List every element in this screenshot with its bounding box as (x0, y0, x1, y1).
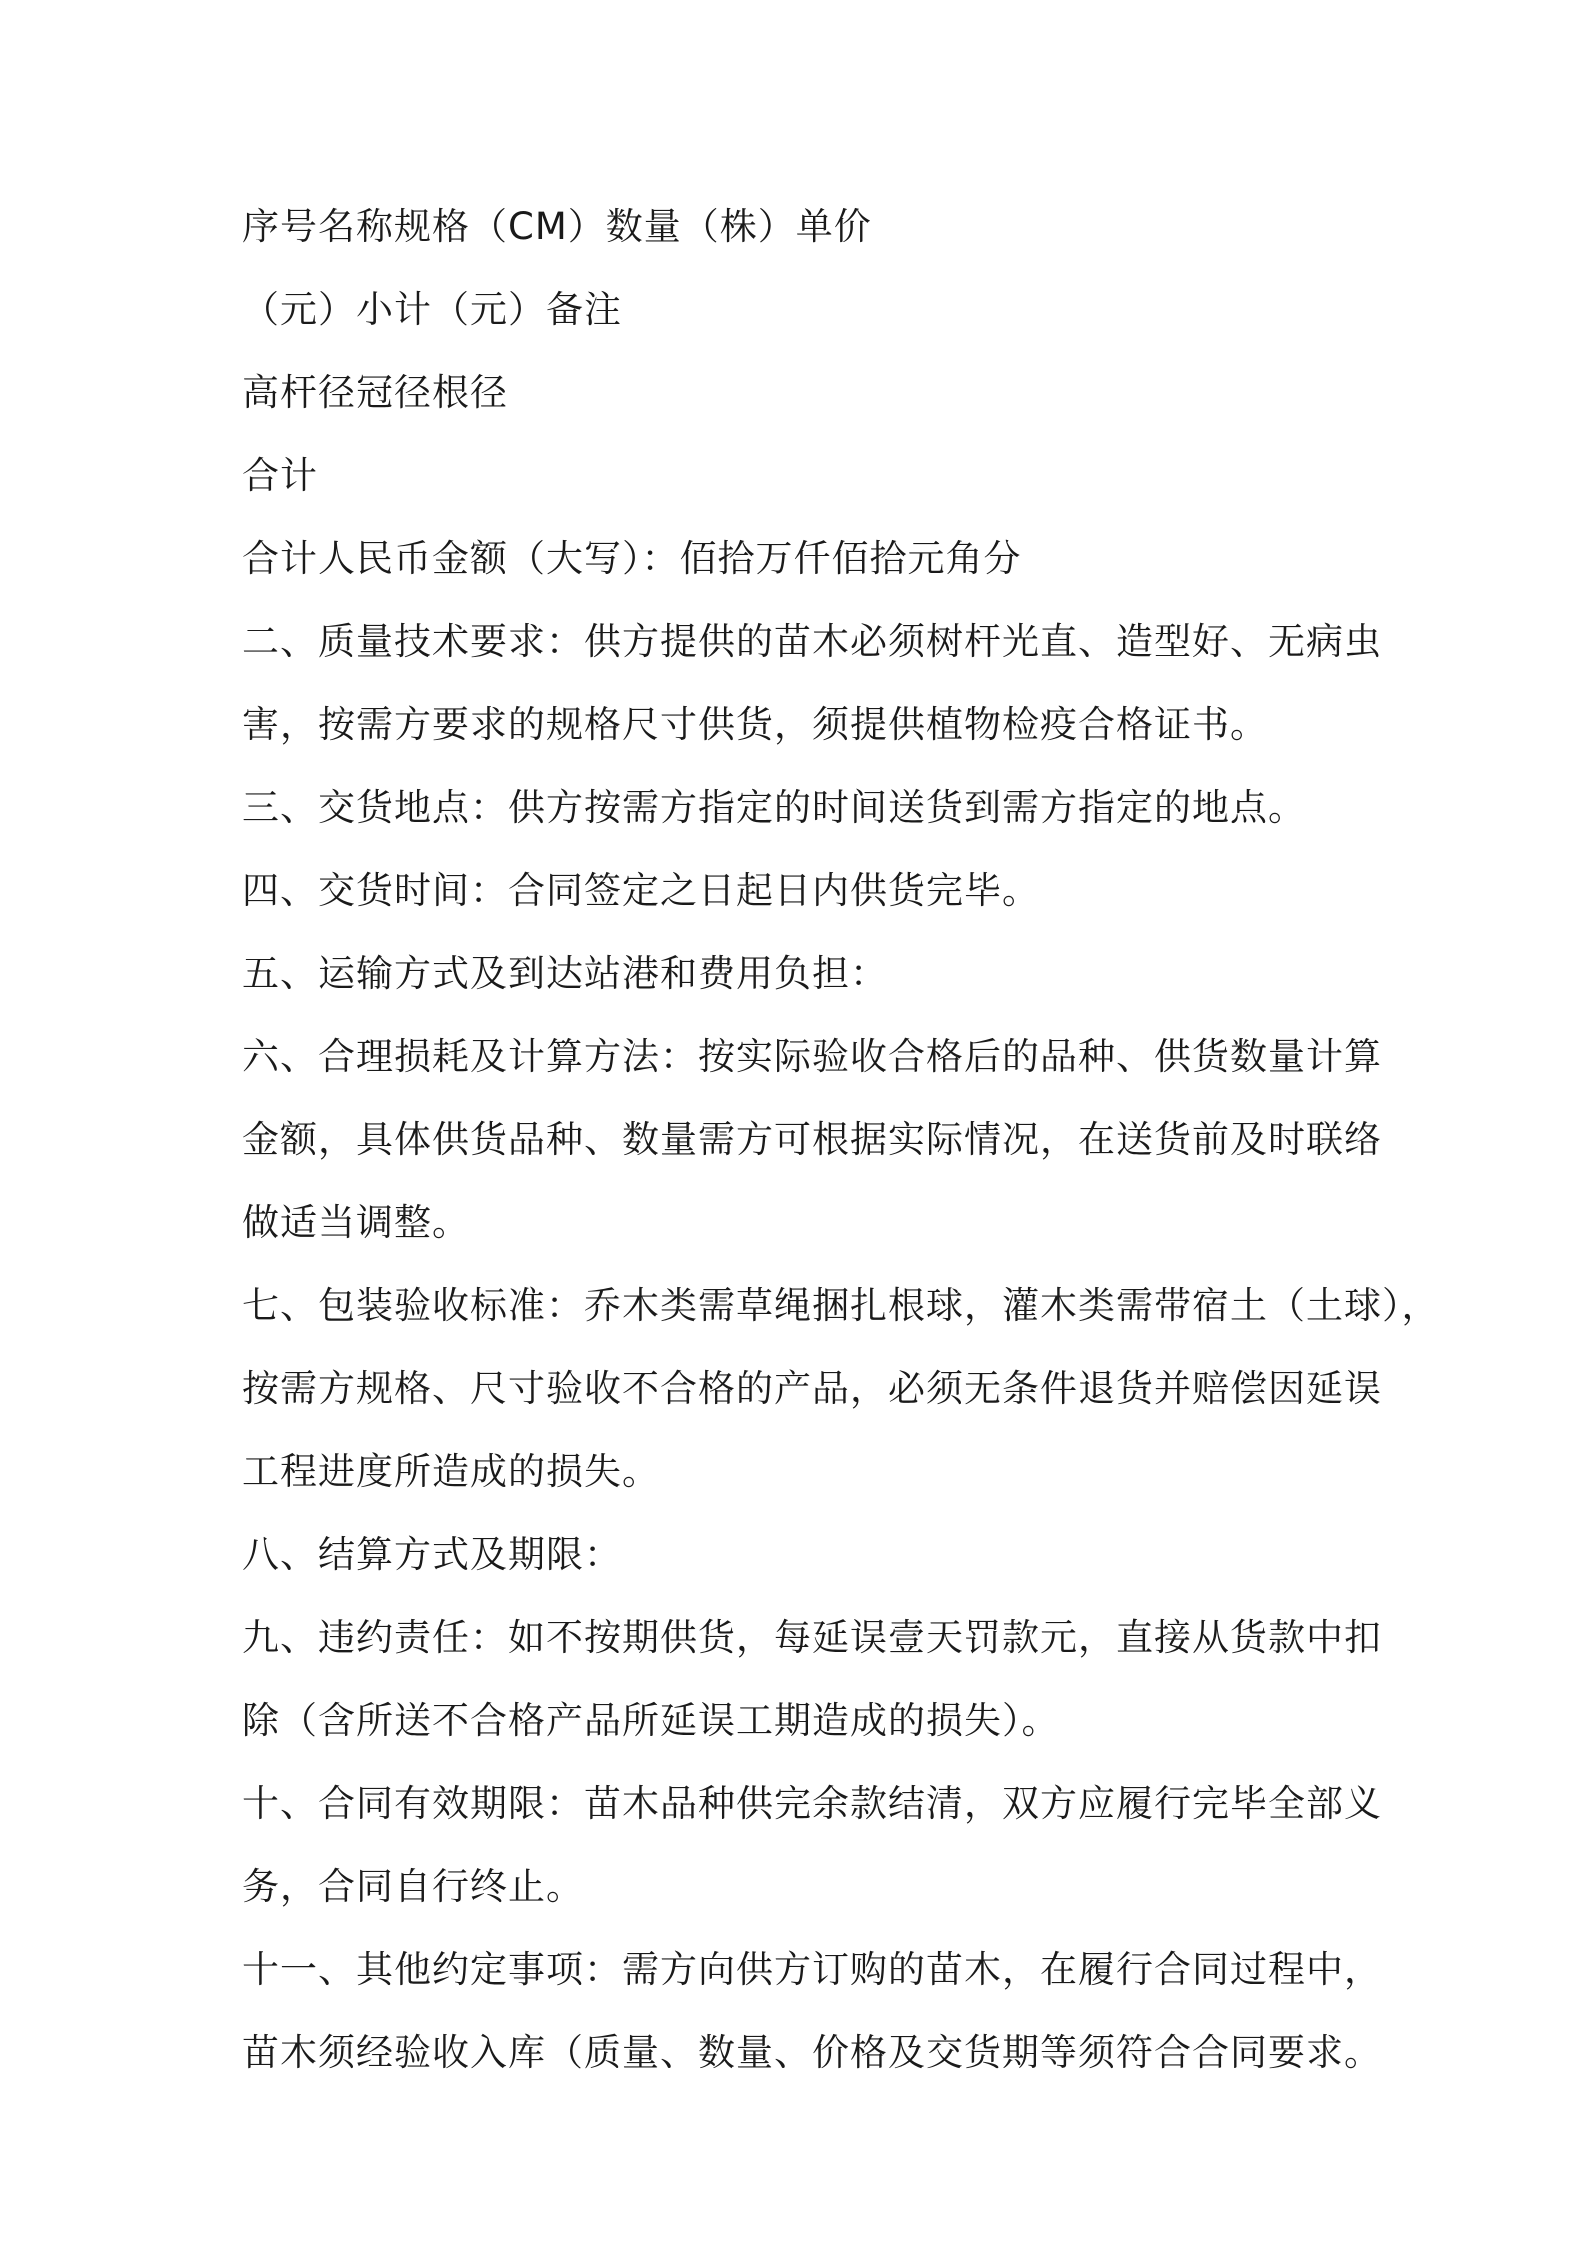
table-header-line-2: （元）小计（元）备注 (242, 288, 622, 331)
clause-7-line-1: 七、包装验收标准：乔木类需草绳捆扎根球，灌木类需带宿土（土球）， (242, 1284, 1440, 1327)
clause-2-line-2: 害，按需方要求的规格尺寸供货，须提供植物检疫合格证书。 (242, 703, 1268, 746)
clause-11-line-1: 十一、其他约定事项：需方向供方订购的苗木，在履行合同过程中， (242, 1948, 1382, 1991)
clause-6-line-1: 六、合理损耗及计算方法：按实际验收合格后的品种、供货数量计算 (242, 1035, 1382, 1078)
clause-7-line-2: 按需方规格、尺寸验收不合格的产品，必须无条件退货并赔偿因延误 (242, 1367, 1382, 1410)
clause-10-line-2: 务，合同自行终止。 (242, 1865, 584, 1908)
clause-3-line: 三、交货地点：供方按需方指定的时间送货到需方指定的地点。 (242, 786, 1306, 829)
clause-5-line: 五、运输方式及到达站港和费用负担： (242, 952, 888, 995)
clause-9-line-2: 除（含所送不合格产品所延误工期造成的损失）。 (242, 1699, 1060, 1742)
clause-6-line-3: 做适当调整。 (242, 1201, 470, 1244)
total-label-line: 合计 (242, 454, 318, 497)
clause-11-line-2: 苗木须经验收入库（质量、数量、价格及交货期等须符合合同要求。 (242, 2031, 1382, 2074)
table-header-line-1: 序号名称规格（CM）数量（株）单价 (242, 205, 872, 248)
total-amount-line: 合计人民币金额（大写）：佰拾万仟佰拾元角分 (242, 537, 1022, 580)
table-subheader-line: 高杆径冠径根径 (242, 371, 508, 414)
clause-6-line-2: 金额，具体供货品种、数量需方可根据实际情况，在送货前及时联络 (242, 1118, 1382, 1161)
clause-9-line-1: 九、违约责任：如不按期供货，每延误壹天罚款元，直接从货款中扣 (242, 1616, 1382, 1659)
clause-7-line-3: 工程进度所造成的损失。 (242, 1450, 660, 1493)
clause-8-line: 八、结算方式及期限： (242, 1533, 622, 1576)
clause-10-line-1: 十、合同有效期限：苗木品种供完余款结清，双方应履行完毕全部义 (242, 1782, 1382, 1825)
clause-2-line-1: 二、质量技术要求：供方提供的苗木必须树杆光直、造型好、无病虫 (242, 620, 1382, 663)
clause-4-line: 四、交货时间：合同签定之日起日内供货完毕。 (242, 869, 1040, 912)
